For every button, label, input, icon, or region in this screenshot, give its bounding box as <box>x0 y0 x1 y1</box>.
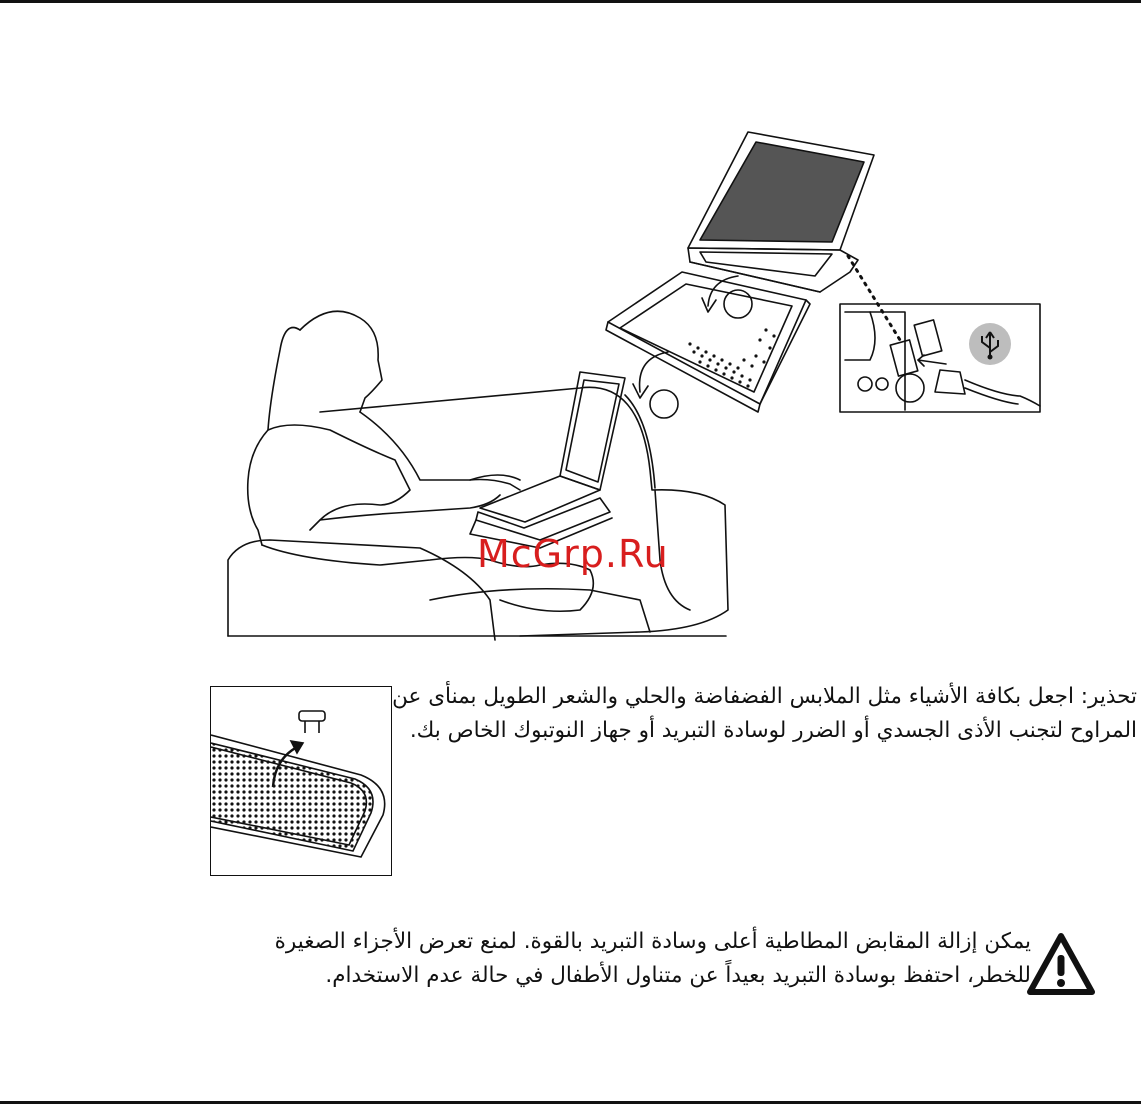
rubber-grip-drawing <box>211 687 392 876</box>
usb-icon <box>969 323 1011 365</box>
step-3-circle <box>896 374 924 402</box>
warning-paragraph: تحذير: اجعل بكافة الأشياء مثل الملابس الفضفاضة والحلي والشعر الطويل بمنأى عن المراوح لتجنب الأذى الجسدي أو الضرر لوسادة التبريد أو جهاز النوتبوك الخاص بك. <box>392 684 1137 743</box>
warning-triangle-icon <box>1026 930 1096 1000</box>
lap-laptop-drawing <box>470 372 625 548</box>
watermark-text: McGrp.Ru <box>477 532 669 576</box>
pad-vent-dots <box>688 328 775 387</box>
top-laptop-drawing <box>688 132 874 292</box>
step-2-circle <box>650 390 678 418</box>
caution-paragraph: يمكن إزالة المقابض المطاطية أعلى وسادة التبريد بالقوة. لمنع تعرض الأجزاء الصغيرة للخطر، احتفظ بوسادة التبريد بعيداً عن متناول الأطفال في حالة عدم الاستخدام. <box>274 929 1031 988</box>
arrow-2-drawing <box>640 352 668 392</box>
usb-inset-frame <box>840 304 1040 412</box>
bottom-rule <box>0 1101 1141 1104</box>
rubber-grip-inset <box>210 686 392 876</box>
